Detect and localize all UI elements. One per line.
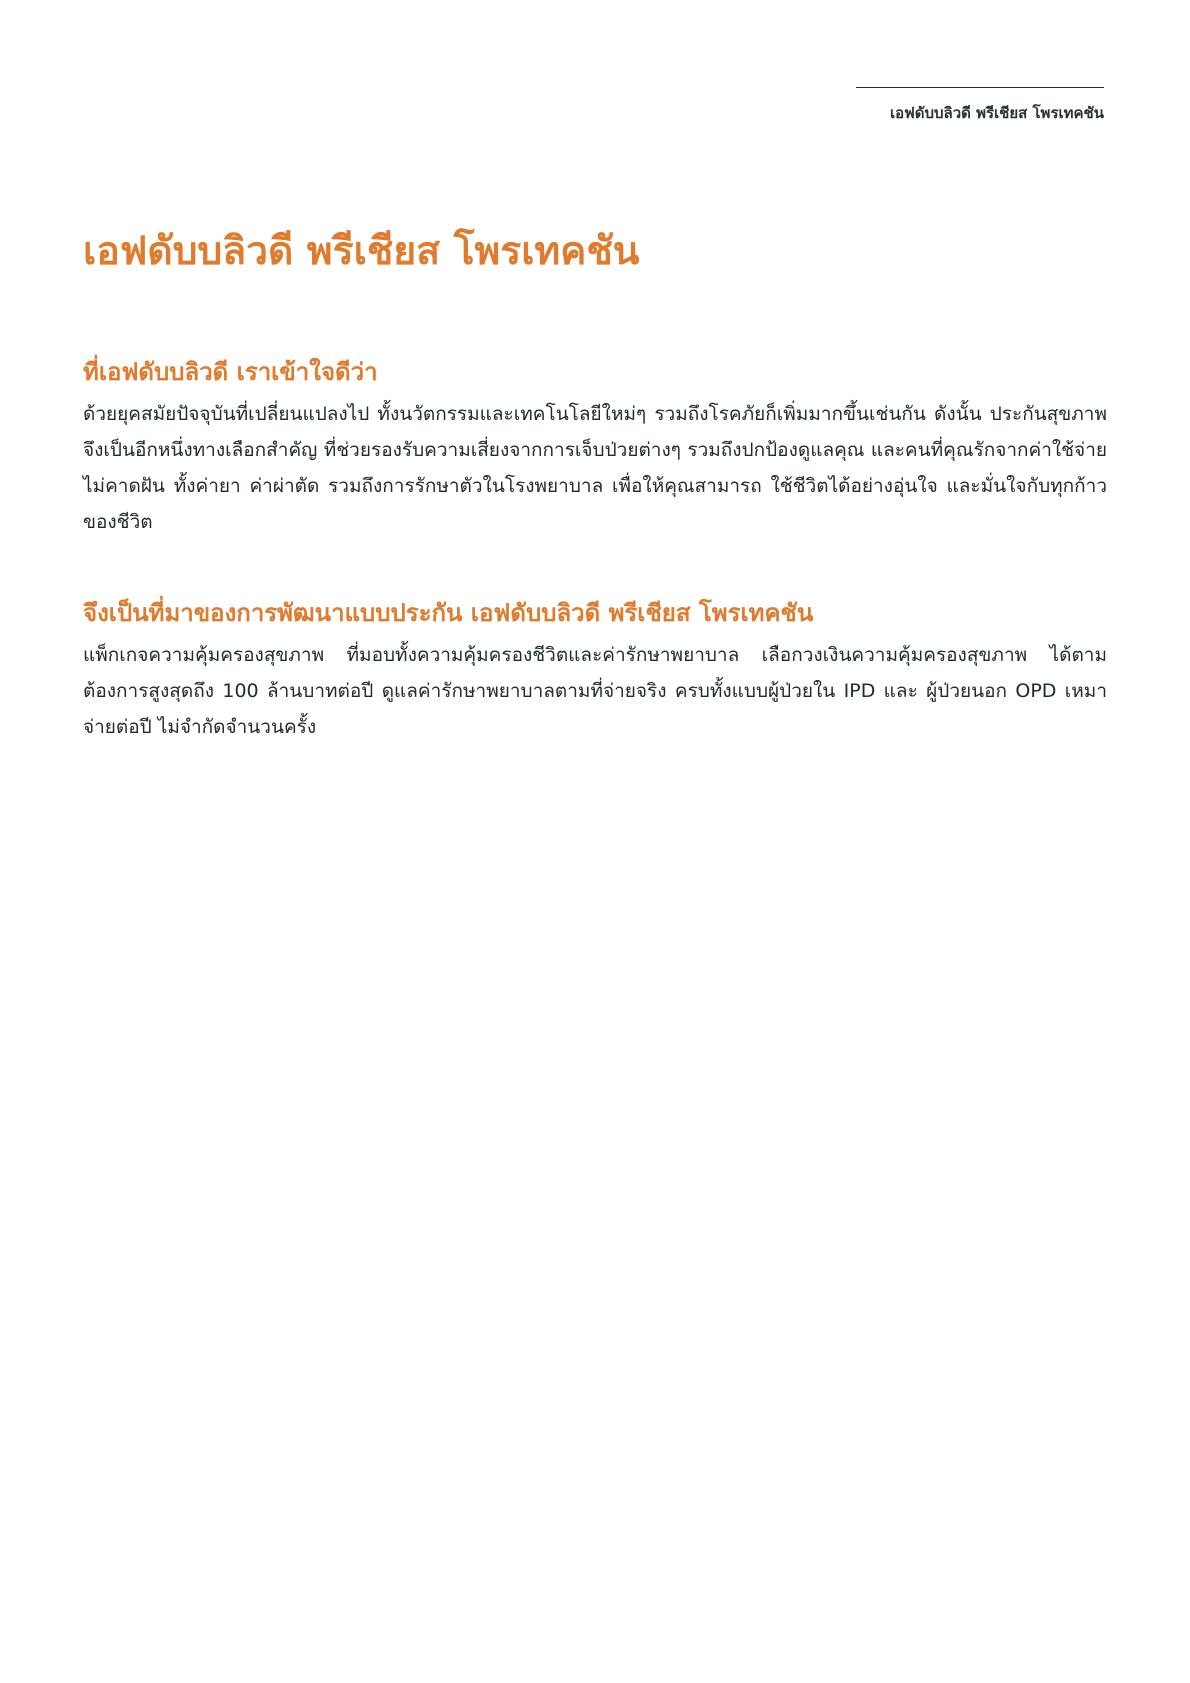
section-understanding <box>83 356 1107 540</box>
header-divider <box>856 87 1104 88</box>
section-product-origin <box>83 597 1107 745</box>
section-paragraph: แพ็กเกจความคุ้มครองสุขภาพ ที่มอบทั้งความคุ้มครองชีวิตและค่ารักษาพยาบาล เลือกวงเงินความคุ้มครองสุขภาพ ได้ตามต้องการสูงสุดถึง 100 ล้านบาทต่อปี ดูแลค่ารักษาพยาบาลตามที่จ่ายจริง ครบทั้งแบบผู้ป่วยใน IPD และ ผู้ป่วยนอก OPD เหมาจ่ายต่อปี ไม่จำกัดจำนวนครั้ง <box>83 644 1107 739</box>
running-header-title: เอฟดับบลิวดี พรีเชียส โพรเทคชัน <box>889 104 1104 122</box>
section-heading: ที่เอฟดับบลิวดี เราเข้าใจดีว่า <box>83 358 378 386</box>
section-heading: จึงเป็นที่มาของการพัฒนาแบบประกัน เอฟดับบลิวดี พรีเชียส โพรเทคชัน <box>83 599 814 627</box>
page-title: เอฟดับบลิวดี พรีเชียส โพรเทคชัน <box>83 229 640 274</box>
section-paragraph: ด้วยยุคสมัยปัจจุบันที่เปลี่ยนแปลงไป ทั้งนวัตกรรมและเทคโนโลยีใหม่ๆ รวมถึงโรคภัยก็เพิ่มมากขึ้นเช่นกัน ดังนั้น ประกันสุขภาพจึงเป็นอีกหนึ่งทางเลือกสำคัญ ที่ช่วยรองรับความเสี่ยงจากการเจ็บป่วยต่างๆ รวมถึงปกป้องดูแลคุณ และคนที่คุณรักจากค่าใช้จ่ายไม่คาดฝัน ทั้งค่ายา ค่าผ่าตัด รวมถึงการรักษาตัวในโรงพยาบาล เพื่อให้คุณสามารถ ใช้ชีวิตได้อย่างอุ่นใจ และมั่นใจกับทุกก้าวของชีวิต <box>83 403 1107 534</box>
